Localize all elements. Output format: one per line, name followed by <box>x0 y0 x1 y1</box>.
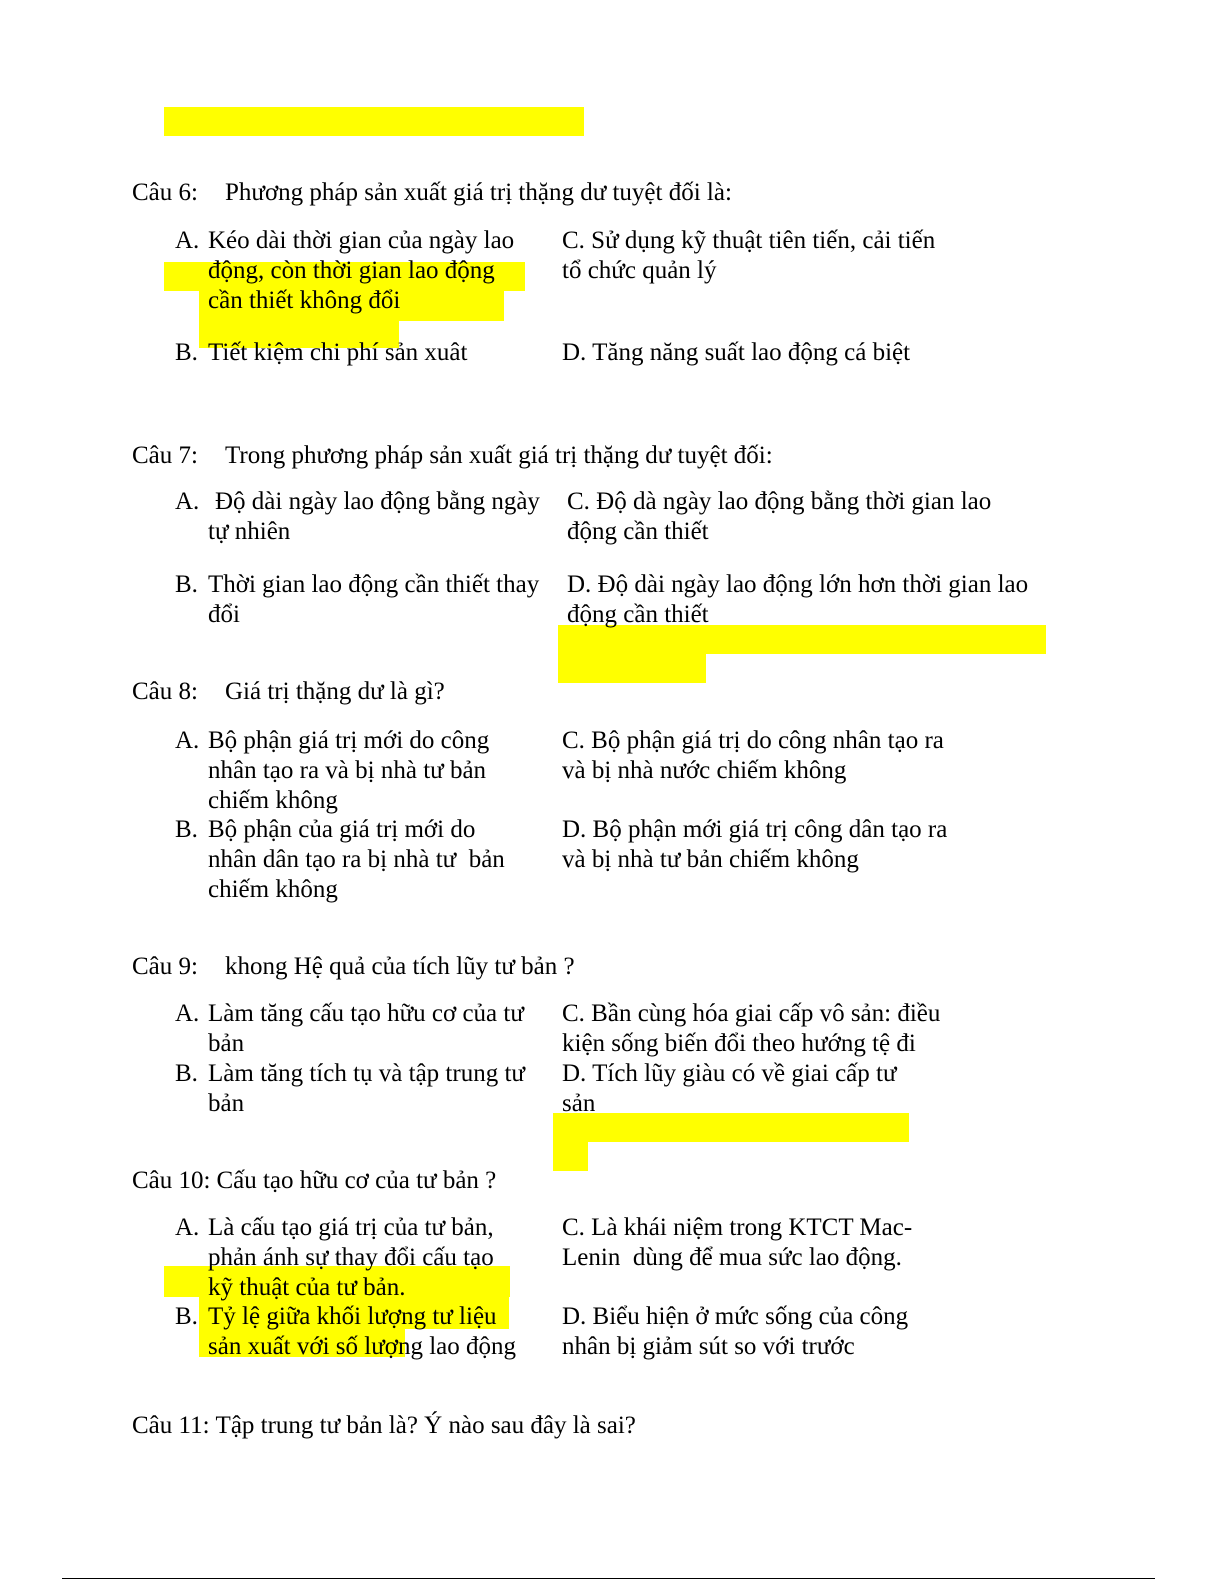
option-letter-a: A. <box>175 727 200 754</box>
option-line: nhân bị giảm sút so với trước <box>562 1333 855 1360</box>
q8-option-c <box>562 726 944 786</box>
option-line: D. Tăng năng suất lao động cá biệt <box>562 339 911 366</box>
q9-option-d <box>562 1059 897 1119</box>
question-6 <box>132 178 732 208</box>
option-line: C. Bộ phận giá trị do công nhân tạo ra <box>562 727 944 754</box>
option-line: D. Tích lũy giàu có về giai cấp tư <box>562 1060 897 1087</box>
q7-option-c <box>567 487 991 547</box>
q8-option-d <box>562 815 947 875</box>
option-line: kiện sống biến đổi theo hướng tệ đi <box>562 1030 916 1057</box>
option-letter-b: B. <box>175 816 198 843</box>
option-line: và bị nhà tư bản chiếm không <box>562 846 859 873</box>
option-line: động, còn thời gian lao động <box>208 257 495 284</box>
option-letter-a: A. <box>175 1214 200 1241</box>
option-letter-a: A. <box>175 488 200 515</box>
q6-option-c <box>562 226 935 286</box>
option-line: bản <box>208 1030 245 1057</box>
option-line: Tỷ lệ giữa khối lượng tư liệu <box>208 1303 497 1330</box>
question-number: Câu 11: <box>132 1412 210 1439</box>
q6-option-a <box>208 226 514 316</box>
option-line: bản <box>208 1090 245 1117</box>
option-line: và bị nhà nước chiếm không <box>562 757 847 784</box>
question-11 <box>132 1411 636 1441</box>
option-line: sản <box>562 1090 596 1117</box>
highlight-q9-d-line2 <box>553 1142 588 1171</box>
highlight-top <box>164 107 584 136</box>
option-line: C. Sử dụng kỹ thuật tiên tiến, cải tiến <box>562 227 936 254</box>
question-text: khong Hệ quả của tích lũy tư bản ? <box>225 953 575 980</box>
option-line: nhân tạo ra và bị nhà tư bản <box>208 757 487 784</box>
option-line: sản xuất với số lượng lao động <box>208 1333 517 1360</box>
option-letter-a: A. <box>175 1000 200 1027</box>
option-line: Làm tăng cấu tạo hữu cơ của tư <box>208 1000 524 1027</box>
q6-option-b <box>208 338 467 368</box>
question-text: Giá trị thặng dư là gì? <box>225 678 445 705</box>
q8-option-b <box>208 815 505 905</box>
option-letter-a: A. <box>175 227 200 254</box>
option-letter-b: B. <box>175 339 198 366</box>
question-text: Phương pháp sản xuất giá trị thặng dư tuyệt đối là: <box>225 179 732 206</box>
option-line: Độ dài ngày lao động bằng ngày <box>215 488 540 515</box>
question-number: Câu 6: <box>132 179 198 206</box>
option-line: D. Bộ phận mới giá trị công dân tạo ra <box>562 816 948 843</box>
option-letter-b: B. <box>175 1060 198 1087</box>
q10-option-c <box>562 1213 912 1273</box>
option-line: C. Là khái niệm trong KTCT Mac- <box>562 1214 913 1241</box>
option-line: tự nhiên <box>208 518 291 545</box>
option-line: phản ánh sự thay đổi cấu tạo <box>208 1244 494 1271</box>
option-line: chiếm không <box>208 787 338 814</box>
option-line: Làm tăng tích tụ và tập trung tư <box>208 1060 525 1087</box>
option-line: động cần thiết <box>567 518 709 545</box>
option-line: Bộ phận giá trị mới do công <box>208 727 490 754</box>
option-line: Lenin dùng để mua sức lao động. <box>562 1244 902 1271</box>
option-line: Bộ phận của giá trị mới do <box>208 816 476 843</box>
q7-option-a <box>208 487 540 547</box>
option-line: Kéo dài thời gian của ngày lao <box>208 227 515 254</box>
option-line: D. Biểu hiện ở mức sống của công <box>562 1303 909 1330</box>
option-line: C. Độ dà ngày lao động bằng thời gian lao <box>567 488 992 515</box>
q9-option-c <box>562 999 940 1059</box>
option-line: Thời gian lao động cần thiết thay <box>208 571 540 598</box>
option-line: kỹ thuật của tư bản. <box>208 1274 406 1301</box>
option-line: đổi <box>208 601 240 628</box>
question-7 <box>132 441 773 471</box>
question-number: Câu 10: <box>132 1167 211 1194</box>
q9-option-b <box>208 1059 525 1119</box>
option-line: chiếm không <box>208 876 338 903</box>
question-text: Trong phương pháp sản xuất giá trị thặng dư tuyệt đối: <box>225 442 773 469</box>
option-line: D. Độ dài ngày lao động lớn hơn thời gian lao <box>567 571 1029 598</box>
option-line: nhân dân tạo ra bị nhà tư bản <box>208 846 505 873</box>
question-8 <box>132 677 445 707</box>
question-9 <box>132 952 575 982</box>
question-number: Câu 9: <box>132 953 198 980</box>
q10-option-a <box>208 1213 494 1303</box>
question-text: Tập trung tư bản là? Ý nào sau đây là sai? <box>215 1412 636 1439</box>
option-letter-b: B. <box>175 1303 198 1330</box>
question-10 <box>132 1166 496 1196</box>
question-number: Câu 7: <box>132 442 198 469</box>
q6-option-d <box>562 338 910 368</box>
page-bottom-rule <box>62 1578 1155 1579</box>
q10-option-b <box>208 1302 516 1362</box>
highlight-q7-d-line2 <box>558 654 706 683</box>
question-text: Cấu tạo hữu cơ của tư bản ? <box>216 1167 497 1194</box>
option-line: C. Bần cùng hóa giai cấp vô sản: điều <box>562 1000 941 1027</box>
q8-option-a <box>208 726 489 816</box>
option-line: cần thiết không đổi <box>208 287 401 314</box>
option-line: Tiết kiệm chi phí sản xuât <box>208 339 468 366</box>
q7-option-d <box>567 570 1028 630</box>
question-number: Câu 8: <box>132 678 198 705</box>
option-letter-b: B. <box>175 571 198 598</box>
option-line: Là cấu tạo giá trị của tư bản, <box>208 1214 494 1241</box>
q10-option-d <box>562 1302 908 1362</box>
q9-option-a <box>208 999 524 1059</box>
option-line: tổ chức quản lý <box>562 257 717 284</box>
q7-option-b <box>208 570 539 630</box>
option-line: động cần thiết <box>567 601 709 628</box>
